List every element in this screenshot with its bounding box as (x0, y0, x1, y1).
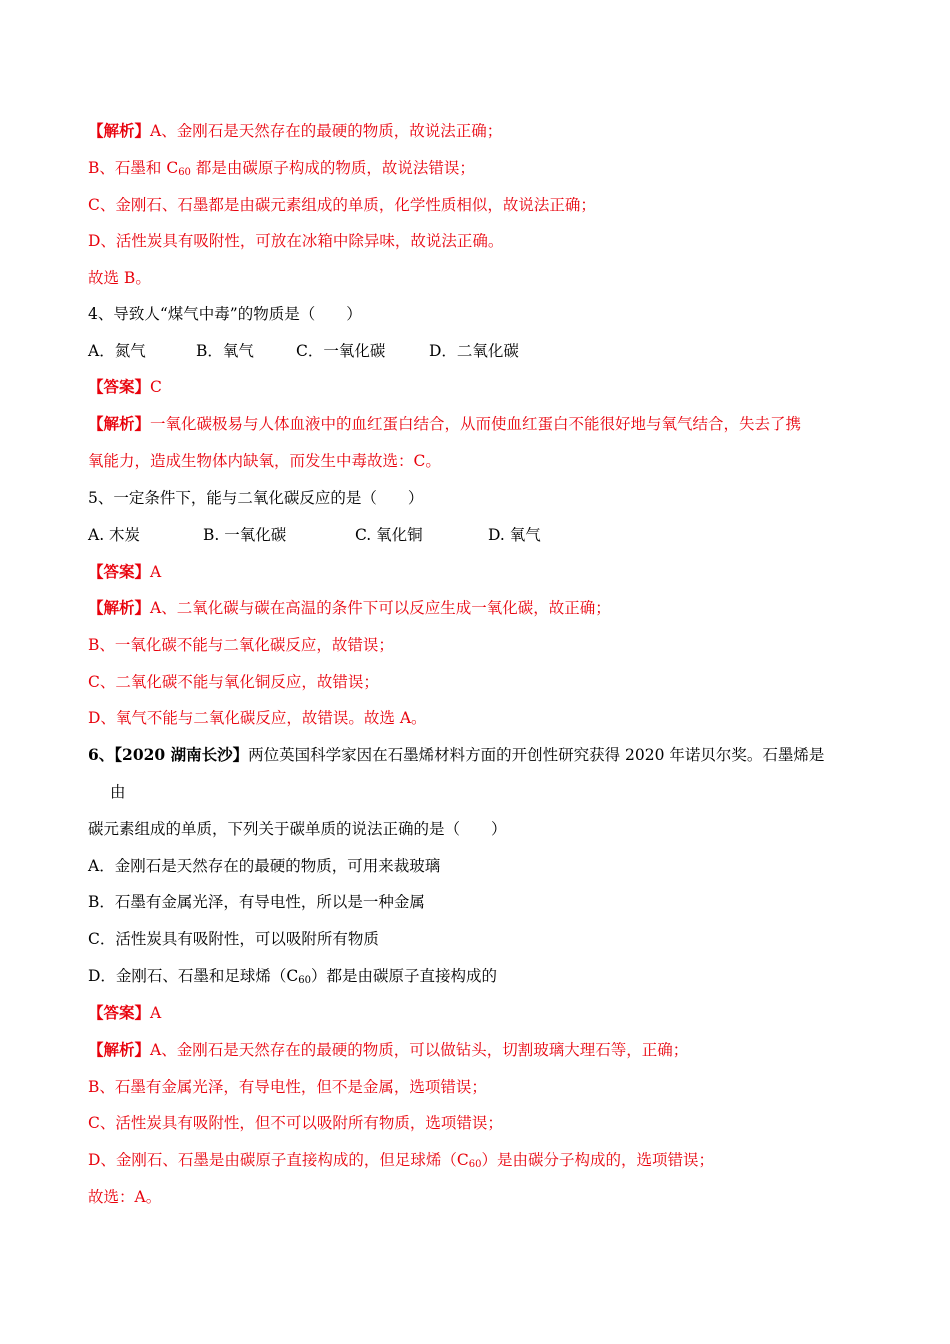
q6-analysis-text-1: A、金刚石是天然存在的最硬的物质，可以做钻头，切割玻璃大理石等，正确； (150, 1041, 689, 1059)
q5-analysis-line-3: C、二氧化碳不能与氧化铜反应，故错误； (88, 673, 379, 691)
q4-analysis-line-2: 氧能力，造成生物体内缺氧，而发生中毒故选：C。 (88, 452, 441, 470)
analysis-tag: 【解析】 (88, 1040, 151, 1059)
q5-analysis-line-4: D、氧气不能与二氧化碳反应，故错误。故选 A。 (88, 709, 427, 727)
q4-stem: 4、导致人“煤气中毒”的物质是（ ） (88, 305, 362, 323)
q6-answer (88, 1003, 161, 1023)
q4-option-b: B．氧气 (196, 342, 254, 360)
q4-options (88, 341, 519, 361)
q4-option-c: C．一氧化碳 (296, 342, 386, 360)
q5-stem: 5、一定条件下，能与二氧化碳反应的是（ ） (88, 489, 424, 507)
q4-answer-value: C (150, 378, 162, 396)
q5-option-d: D. 氧气 (488, 526, 541, 544)
q5-answer (88, 562, 161, 582)
q3-analysis-text-a: A、金刚石是天然存在的最硬的物质，故说法正确； (150, 122, 503, 140)
q3-analysis-text-b-pre: B、石墨和 C (88, 159, 179, 177)
q3-analysis-line-3: C、金刚石、石墨都是由碳元素组成的单质，化学性质相似，故说法正确； (88, 196, 596, 214)
subscript-60: 60 (298, 975, 312, 986)
q6-analysis-text-4-post: ）是由碳分子构成的，选项错误； (481, 1151, 715, 1169)
q6-analysis-text-4-pre: D、金刚石、石墨是由碳原子直接构成的，但足球烯（C (88, 1151, 469, 1169)
q6-option-c: C．活性炭具有吸附性，可以吸附所有物质 (88, 930, 379, 948)
q5-option-c: C. 氧化铜 (355, 526, 423, 544)
analysis-tag: 【解析】 (88, 121, 151, 140)
analysis-tag: 【解析】 (88, 414, 151, 433)
q5-option-b: B. 一氧化碳 (203, 526, 287, 544)
q6-source: 【2020 湖南长沙】 (114, 745, 249, 764)
answer-tag: 【答案】 (88, 562, 151, 581)
q4-option-d: D．二氧化碳 (429, 342, 519, 360)
q6-option-d (88, 966, 497, 986)
q3-conclusion: 故选 B。 (88, 269, 151, 287)
q6-analysis-line-1 (88, 1040, 688, 1060)
q3-analysis-line-4: D、活性炭具有吸附性，可放在冰箱中除异味，故说法正确。 (88, 232, 504, 250)
q4-option-a: A．氮气 (88, 342, 146, 360)
q3-analysis-text-b-post: 都是由碳原子构成的物质，故说法错误； (190, 159, 475, 177)
q6-number: 6、 (88, 745, 115, 764)
q5-options (88, 525, 541, 545)
q6-option-d-pre: D．金刚石、石墨和足球烯（C (88, 967, 299, 985)
q5-option-a: A. 木炭 (88, 526, 141, 544)
q4-analysis-text-1: 一氧化碳极易与人体血液中的血红蛋白结合，从而使血红蛋白不能很好地与氧气结合，失去了携 (150, 415, 802, 433)
q6-analysis-line-4 (88, 1150, 714, 1170)
q6-stem-line-1 (88, 745, 824, 765)
q3-analysis-line-2 (88, 158, 475, 178)
q6-conclusion: 故选：A。 (88, 1188, 162, 1206)
q6-answer-value: A (150, 1004, 162, 1022)
q5-analysis-text-1: A、二氧化碳与碳在高温的条件下可以反应生成一氧化碳，故正确； (150, 599, 611, 617)
q4-analysis-line-1 (88, 414, 801, 434)
q6-option-a: A．金刚石是天然存在的最硬的物质，可用来裁玻璃 (88, 857, 441, 875)
answer-tag: 【答案】 (88, 377, 151, 396)
subscript-60: 60 (178, 167, 191, 178)
q6-analysis-line-3: C、活性炭具有吸附性，但不可以吸附所有物质，选项错误； (88, 1114, 503, 1132)
subscript-60: 60 (468, 1159, 482, 1170)
analysis-tag: 【解析】 (88, 598, 151, 617)
q6-stem-line-2: 碳元素组成的单质，下列关于碳单质的说法正确的是（ ） (88, 820, 507, 838)
q4-answer (88, 377, 162, 397)
answer-tag: 【答案】 (88, 1003, 151, 1022)
q6-option-b: B．石墨有金属光泽，有导电性，所以是一种金属 (88, 893, 425, 911)
q6-stem-line-1b: 由 (110, 783, 126, 801)
q5-analysis-line-1 (88, 598, 611, 618)
q6-option-d-post: ）都是由碳原子直接构成的 (311, 967, 498, 985)
q6-stem-text-1: 两位英国科学家因在石墨烯材料方面的开创性研究获得 2020 年诺贝尔奖。石墨烯是 (248, 746, 825, 764)
q6-analysis-line-2: B、石墨有金属光泽，有导电性，但不是金属，选项错误； (88, 1078, 487, 1096)
q5-analysis-line-2: B、一氧化碳不能与二氧化碳反应，故错误； (88, 636, 394, 654)
q3-analysis-line-1 (88, 121, 502, 141)
q5-answer-value: A (150, 563, 162, 581)
